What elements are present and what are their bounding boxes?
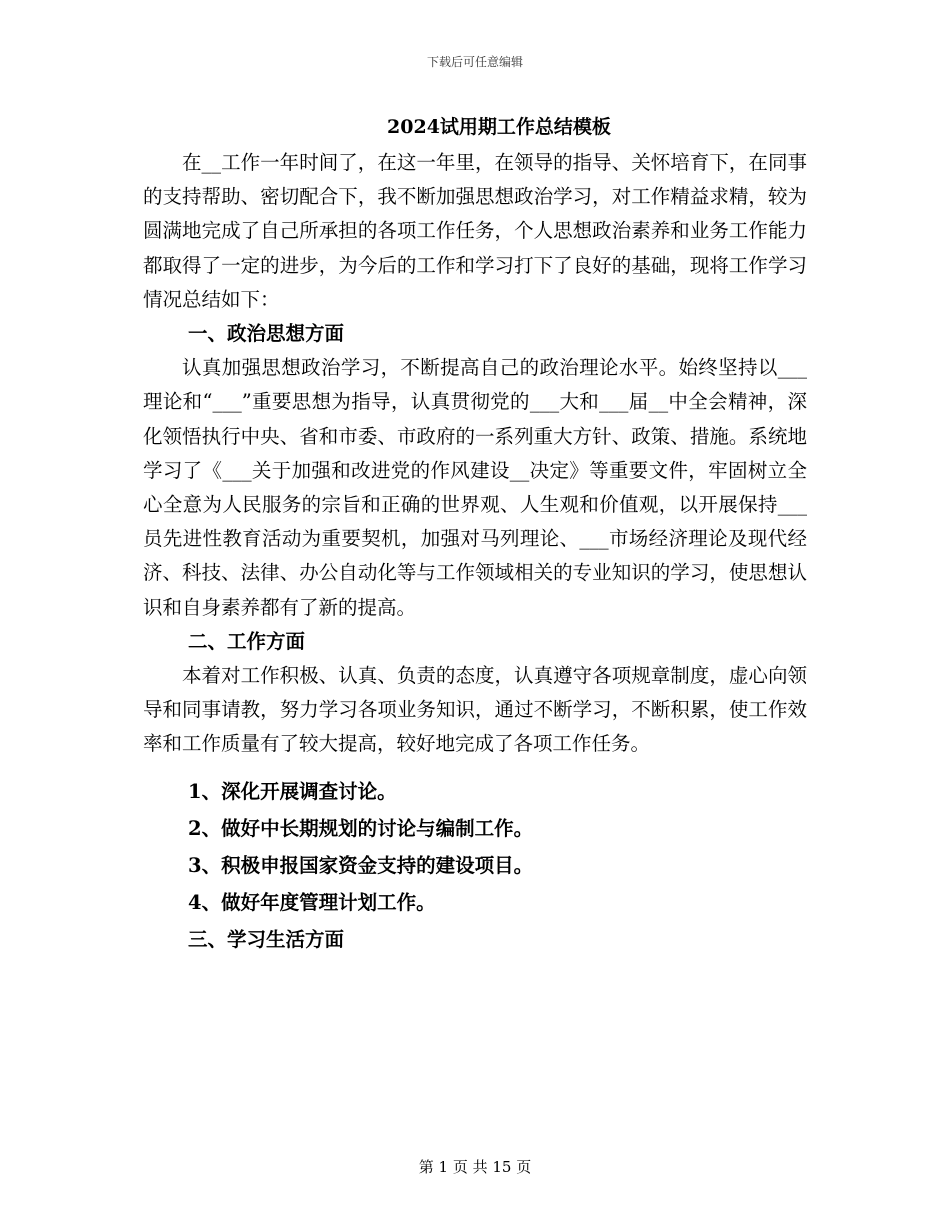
section-heading-politics: 一、政治思想方面 [188,322,345,346]
section-heading-study: 三、学习生活方面 [188,927,345,951]
list-item: 4、做好年度管理计划工作。 [188,890,436,914]
list-item: 2、做好中长期规划的讨论与编制工作。 [188,816,534,840]
page-number: 第 1 页 共 15 页 [418,1158,532,1176]
work-item-list [143,774,807,958]
list-item: 1、深化开展调查讨论。 [188,779,397,803]
intro-paragraph: 在__工作一年时间了，在这一年里，在领导的指导、关怀培育下，在同事的支持帮助、密切配合下，我不断加强思想政治学习，对工作精益求精，较为圆满地完成了自己所承担的各项工作任务，个人思想政治素养和业务工作能力都取得了一定的进步，为今后的工作和学习打下了良好的基础，现将工作学习情况总结如下： [143,151,807,311]
section-body-work: 本着对工作积极、认真、负责的态度，认真遵守各项规章制度，虚心向领导和同事请教，努力学习各项业务知识，通过不断学习，不断积累，使工作效率和工作质量有了较大提高，较好地完成了各项工作任务。 [143,664,807,756]
document-title: 2024试用期工作总结模板 [387,116,611,138]
section-body-politics: 认真加强思想政治学习，不断提高自己的政治理论水平。始终坚持以___理论和“___”重要思想为指导，认真贯彻党的___大和___届__中全会精神，深化领悟执行中央、省和市委、市政府的一系列重大方针、政策、措施。系统地学习了《___关于加强和改进党的作风建设__决定》等重要文件，牢固树立全心全意为人民服务的宗旨和正确的世界观、人生观和价值观，以开展保持___员先进性教育活动为重要契机，加强对马列理论、___市场经济理论及现代经济、科技、法律、办公自动化等与工作领域相关的专业知识的学习，使思想认识和自身素养都有了新的提高。 [143,356,807,619]
document-body [143,146,807,959]
header-note: 下载后可任意编辑 [426,55,523,69]
list-item: 3、积极申报国家资金支持的建设项目。 [188,853,534,877]
section-heading-work: 二、工作方面 [188,629,306,653]
